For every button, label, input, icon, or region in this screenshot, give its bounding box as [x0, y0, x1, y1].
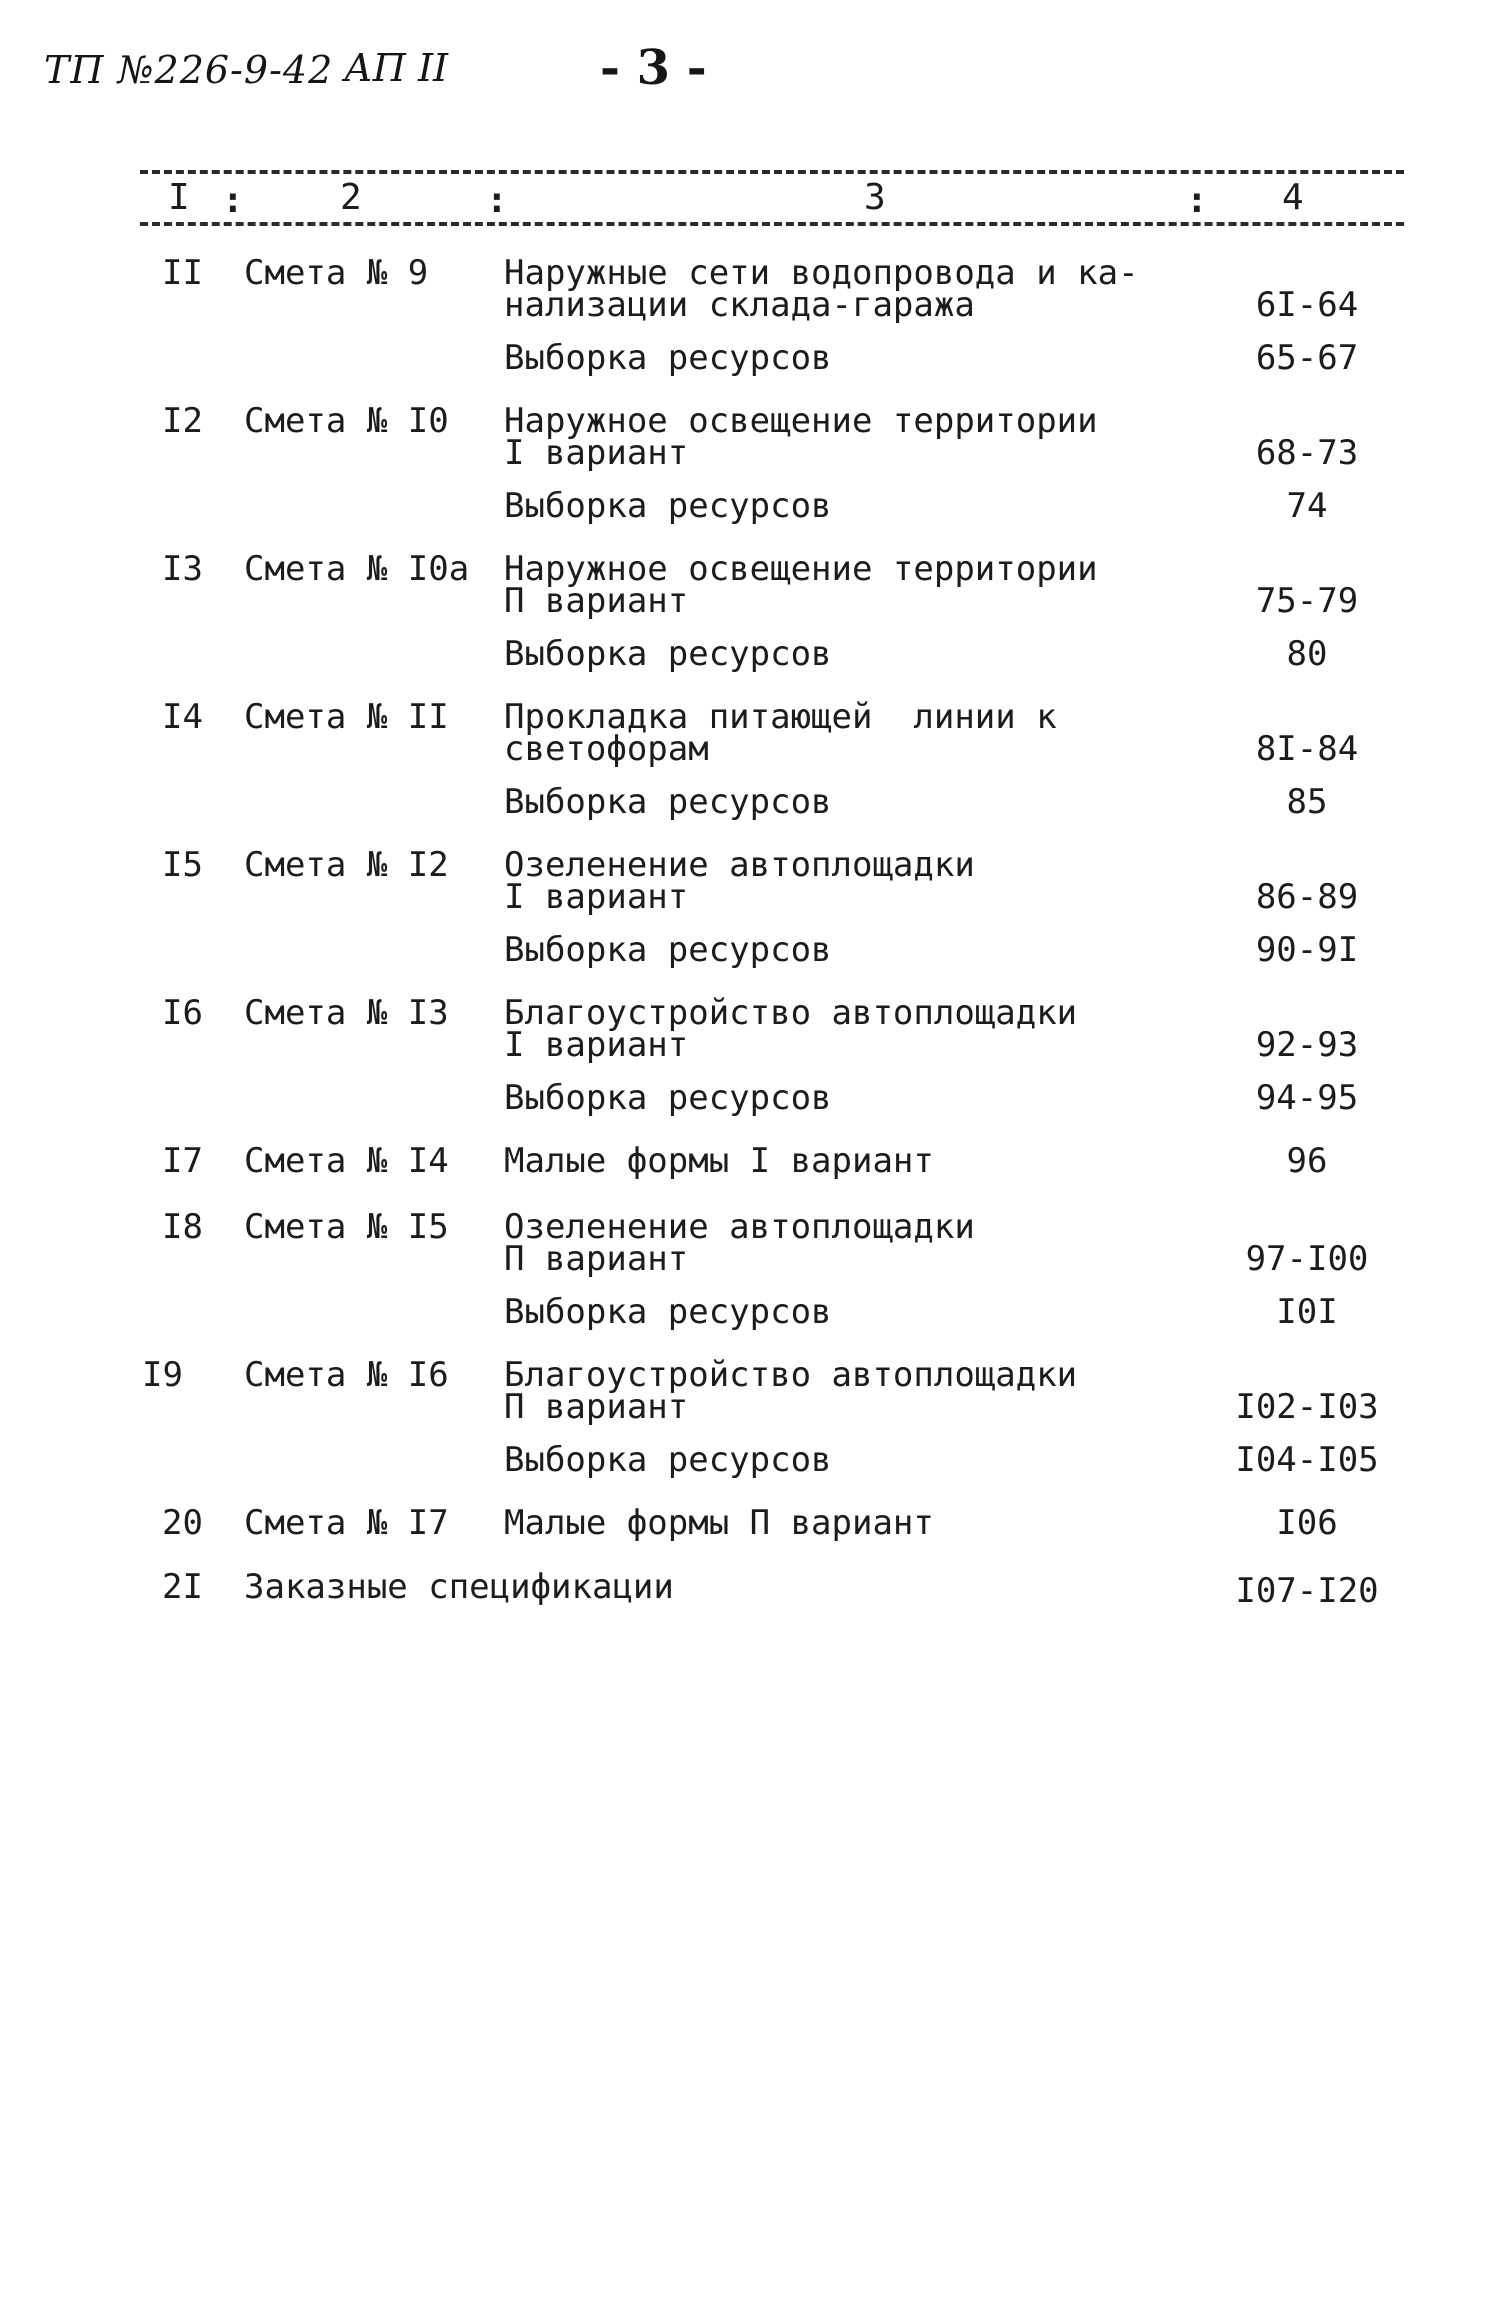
estimate-label: Смета № I5: [244, 1207, 449, 1247]
description-line: Наружное освещение территории: [504, 549, 1098, 589]
resource-selection-pages: 80: [1286, 634, 1328, 674]
resource-selection-pages: 94-95: [1255, 1078, 1359, 1118]
row-number: I3: [162, 549, 203, 589]
resource-selection-label: Выборка ресурсов: [504, 930, 832, 970]
resource-selection-pages: 74: [1286, 486, 1328, 526]
estimate-label: Смета № I7: [244, 1503, 449, 1543]
row-number: I5: [162, 845, 203, 885]
description-line: Озеленение автоплощадки: [504, 1207, 975, 1247]
resource-selection-pages: I0I: [1276, 1292, 1338, 1332]
column-header-1: I: [168, 177, 190, 218]
description-line: Прокладка питающей линии к: [504, 697, 1057, 737]
estimate-label: Смета № I0: [244, 401, 449, 441]
row-number: II: [162, 253, 203, 293]
page-range: 68-73: [1255, 433, 1359, 473]
estimate-label: Смета № I3: [244, 993, 449, 1033]
estimate-label: Смета № I0а: [244, 549, 470, 589]
description-line: П вариант: [504, 1239, 689, 1279]
header-rule-top: [140, 170, 1404, 174]
resource-selection-pages: 85: [1286, 782, 1328, 822]
description-line: П вариант: [504, 1387, 689, 1427]
description-line: I вариант: [504, 877, 689, 917]
resource-selection-label: Выборка ресурсов: [504, 1440, 832, 1480]
estimate-label: Смета № 9: [244, 253, 429, 293]
column-separator: :: [486, 180, 508, 221]
page-range: 86-89: [1255, 877, 1359, 917]
description-line: Озеленение автоплощадки: [504, 845, 975, 885]
resource-selection-label: Выборка ресурсов: [504, 338, 832, 378]
resource-selection-pages: 90-9I: [1255, 930, 1359, 970]
description-line: I вариант: [504, 433, 689, 473]
description-line: I вариант: [504, 1025, 689, 1065]
row-number: I6: [162, 993, 203, 1033]
description-line: П вариант: [504, 581, 689, 621]
column-separator: :: [222, 180, 244, 221]
page-range: 6I-64: [1255, 285, 1359, 325]
estimate-label: Смета № II: [244, 697, 449, 737]
document-part: АП II: [344, 46, 449, 90]
page-range: I06: [1276, 1503, 1338, 1543]
description-line: Малые формы I вариант: [504, 1141, 934, 1181]
description-line: Наружные сети водопровода и ка-: [504, 253, 1139, 293]
page-range: 92-93: [1255, 1025, 1359, 1065]
specification-label: Заказные спецификации: [244, 1567, 674, 1607]
column-header-2: 2: [340, 177, 362, 218]
resource-selection-label: Выборка ресурсов: [504, 782, 832, 822]
estimate-label: Смета № I4: [244, 1141, 449, 1181]
resource-selection-label: Выборка ресурсов: [504, 1292, 832, 1332]
page-range: I07-I20: [1235, 1571, 1379, 1611]
estimate-label: Смета № I6: [244, 1355, 449, 1395]
description-line: светофорам: [504, 729, 709, 769]
resource-selection-label: Выборка ресурсов: [504, 486, 832, 526]
resource-selection-label: Выборка ресурсов: [504, 1078, 832, 1118]
description-line: Благоустройство автоплощадки: [504, 993, 1078, 1033]
row-number: I4: [162, 697, 203, 737]
header-rule-bottom: [140, 222, 1404, 226]
page-number: - 3 -: [600, 40, 707, 96]
row-number: I2: [162, 401, 203, 441]
page-range: I02-I03: [1235, 1387, 1379, 1427]
row-number: I8: [162, 1207, 203, 1247]
row-number: I9: [142, 1355, 183, 1395]
column-header-3: 3: [864, 177, 886, 218]
page-range: 8I-84: [1255, 729, 1359, 769]
description-line: Благоустройство автоплощадки: [504, 1355, 1078, 1395]
page-range: 97-I00: [1245, 1239, 1369, 1279]
resource-selection-pages: 65-67: [1255, 338, 1359, 378]
row-number: 2I: [162, 1567, 203, 1607]
resource-selection-pages: I04-I05: [1235, 1440, 1379, 1480]
row-number: I7: [162, 1141, 203, 1181]
estimate-label: Смета № I2: [244, 845, 449, 885]
document-code: ТП №226-9-42: [44, 48, 334, 92]
description-line: Малые формы П вариант: [504, 1503, 934, 1543]
page-range: 96: [1286, 1141, 1328, 1181]
description-line: Наружное освещение территории: [504, 401, 1098, 441]
row-number: 20: [162, 1503, 203, 1543]
resource-selection-label: Выборка ресурсов: [504, 634, 832, 674]
description-line: нализации склада-гаража: [504, 285, 975, 325]
column-header-4: 4: [1282, 177, 1304, 218]
page-range: 75-79: [1255, 581, 1359, 621]
column-separator: :: [1186, 180, 1208, 221]
